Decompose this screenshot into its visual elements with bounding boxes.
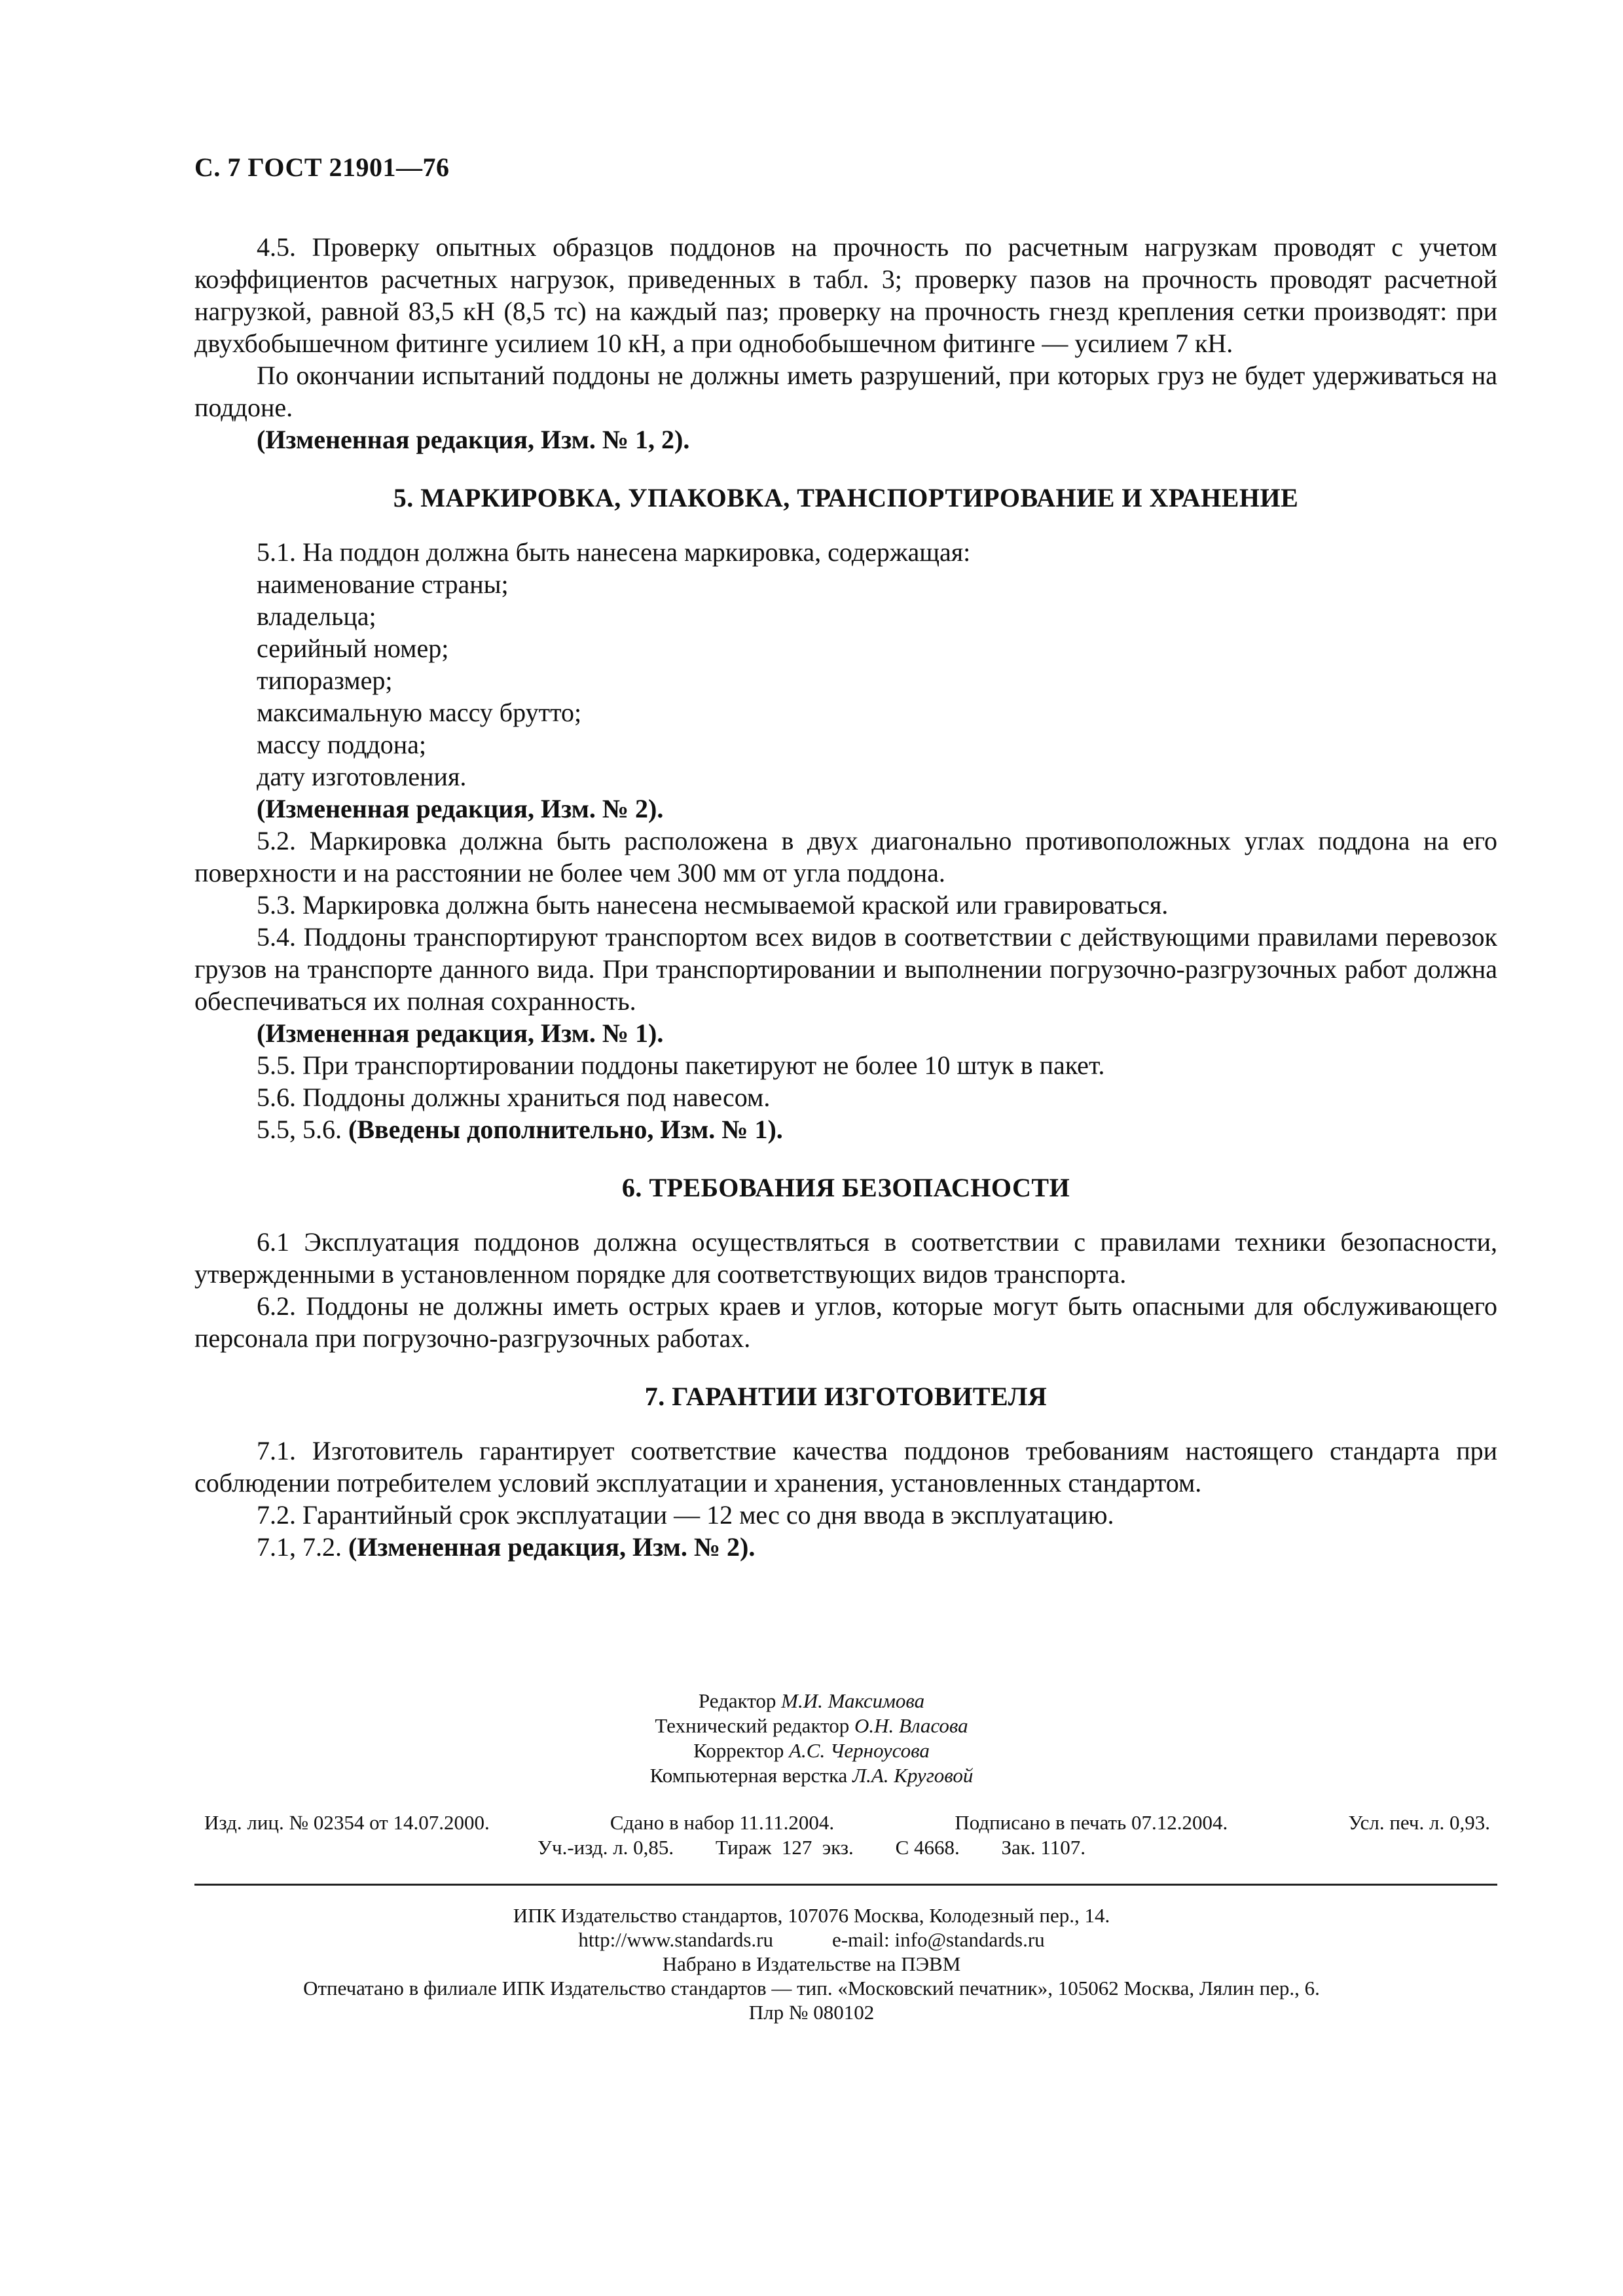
- license-info: Изд. лиц. № 02354 от 14.07.2000.: [204, 1811, 490, 1834]
- printed-at: Отпечатано в филиале ИПК Издательство стандартов — тип. «Московский печатник», 105062 Москва, Лялин пер., 6.: [303, 1977, 1320, 2000]
- license-number: Плр № 080102: [748, 2001, 875, 2024]
- paragraph-6-1: 6.1 Эксплуатация поддонов должна осуществляться в соответствии с правилами техники безопасности, утвержденными в установленном порядке для соответствующих видов транспорта.: [194, 1227, 1497, 1289]
- list-item: наименование страны;: [257, 569, 509, 599]
- list-item: типоразмер;: [257, 666, 393, 695]
- typeset-note: Набрано в Издательстве на ПЭВМ: [662, 1952, 961, 1975]
- list-item: серийный номер;: [257, 634, 449, 663]
- credit-corrector: Корректор А.С. Черноусова: [693, 1739, 930, 1762]
- credit-tech-editor: Технический редактор О.Н. Власова: [655, 1714, 968, 1737]
- clause-refs: 5.5, 5.6.: [257, 1115, 342, 1144]
- c-number: С 4668.: [895, 1836, 960, 1859]
- publisher-contacts: [0, 1928, 1623, 1952]
- imprint-block: [0, 1903, 1623, 2024]
- amendment-note: (Измененная редакция, Изм. № 1, 2).: [257, 425, 690, 454]
- publication-info-row-1: [204, 1810, 1490, 1835]
- credit-editor: Редактор М.И. Максимова: [698, 1689, 925, 1712]
- paragraph-6-2: 6.2. Поддоны не должны иметь острых краев и углов, которые могут быть опасными для обслуживающего персонала при погрузочно-разгрузочных работах.: [194, 1291, 1497, 1353]
- paragraph-5-2: 5.2. Маркировка должна быть расположена в двух диагонально противоположных углах поддона на его поверхности и на расстоянии не более чем 300 мм от угла поддона.: [194, 826, 1497, 888]
- paragraph-4-5: 4.5. Проверку опытных образцов поддонов на прочность по расчетным нагрузкам проводят с учетом коэффициентов расчетных нагрузок, приведенных в табл. 3; проверку пазов на прочность проводят расчетной нагрузкой, равной 83,5 кН (8,5 тс) на каждый паз; проверку на прочность гнезд крепления сетки производят: при двухбобышечном фитинге усилием 10 кН, а при однобобышечном фитинге — усилием 7 кН.: [194, 232, 1497, 358]
- pub-sheets: Уч.-изд. л. 0,85.: [538, 1836, 674, 1859]
- publisher-address: ИПК Издательство стандартов, 107076 Москва, Колодезный пер., 14.: [513, 1904, 1110, 1927]
- website-link[interactable]: http://www.standards.ru: [578, 1928, 773, 1951]
- list-item: дату изготовления.: [257, 762, 467, 791]
- amendment-note: (Введены дополнительно, Изм. № 1).: [348, 1115, 783, 1144]
- credit-layout: Компьютерная верстка Л.А. Круговой: [649, 1764, 974, 1787]
- divider: [194, 1884, 1497, 1886]
- page-header: С. 7 ГОСТ 21901—76: [194, 152, 450, 182]
- paragraph-5-5-5-6-note: [194, 1113, 1497, 1145]
- paragraph-5-3: 5.3. Маркировка должна быть нанесена несмываемой краской или гравироваться.: [257, 890, 1169, 920]
- clause-refs: 7.1, 7.2.: [257, 1532, 342, 1562]
- paragraph-7-1-7-2-note: [194, 1531, 1497, 1563]
- amendment-note: (Измененная редакция, Изм. № 2).: [348, 1532, 756, 1562]
- paragraph-5-1: 5.1. На поддон должна быть нанесена маркировка, содержащая:: [257, 537, 971, 567]
- sent-date: Сдано в набор 11.11.2004.: [610, 1811, 835, 1834]
- list-item: владельца;: [257, 601, 376, 631]
- paragraph-5-5: 5.5. При транспортировании поддоны пакетируют не более 10 штук в пакет.: [257, 1050, 1105, 1080]
- section-6-title: 6. ТРЕБОВАНИЯ БЕЗОПАСНОСТИ: [621, 1173, 1070, 1202]
- credits-block: [0, 1689, 1623, 1788]
- paragraph-7-2: 7.2. Гарантийный срок эксплуатации — 12 мес со дня ввода в эксплуатацию.: [257, 1500, 1114, 1530]
- paragraph-7-1: 7.1. Изготовитель гарантирует соответствие качества поддонов требованиям настоящего стандарта при соблюдении потребителем условий эксплуатации и хранения, установленных стандартом.: [194, 1436, 1497, 1498]
- document-body: [194, 231, 1497, 1563]
- print-sheets: Усл. печ. л. 0,93.: [1348, 1811, 1490, 1834]
- circulation: Тираж 127 экз.: [715, 1836, 854, 1859]
- list-item: максимальную массу брутто;: [257, 698, 582, 727]
- paragraph-4-5-continued: По окончании испытаний поддоны не должны иметь разрушений, при которых груз не будет удерживаться на поддоне.: [194, 361, 1497, 422]
- amendment-note: (Измененная редакция, Изм. № 1).: [257, 1018, 664, 1048]
- order-number: Зак. 1107.: [1001, 1836, 1085, 1859]
- paragraph-5-4: 5.4. Поддоны транспортируют транспортом всех видов в соответствии с действующими правилами перевозок грузов на транспорте данного вида. При транспортировании и выполнении погрузочно-разгрузочных работ должна обеспечиваться их полная сохранность.: [194, 922, 1497, 1016]
- email-link[interactable]: e-mail: info@standards.ru: [831, 1928, 1045, 1951]
- amendment-note: (Измененная редакция, Изм. № 2).: [257, 794, 664, 823]
- section-5-title: 5. МАРКИРОВКА, УПАКОВКА, ТРАНСПОРТИРОВАНИЕ И ХРАНЕНИЕ: [393, 483, 1299, 512]
- section-7-title: 7. ГАРАНТИИ ИЗГОТОВИТЕЛЯ: [644, 1382, 1048, 1411]
- list-item: массу поддона;: [257, 730, 427, 759]
- signed-date: Подписано в печать 07.12.2004.: [955, 1811, 1228, 1834]
- publication-info-row-2: [0, 1835, 1623, 1860]
- paragraph-5-6: 5.6. Поддоны должны храниться под навесом.: [257, 1083, 771, 1112]
